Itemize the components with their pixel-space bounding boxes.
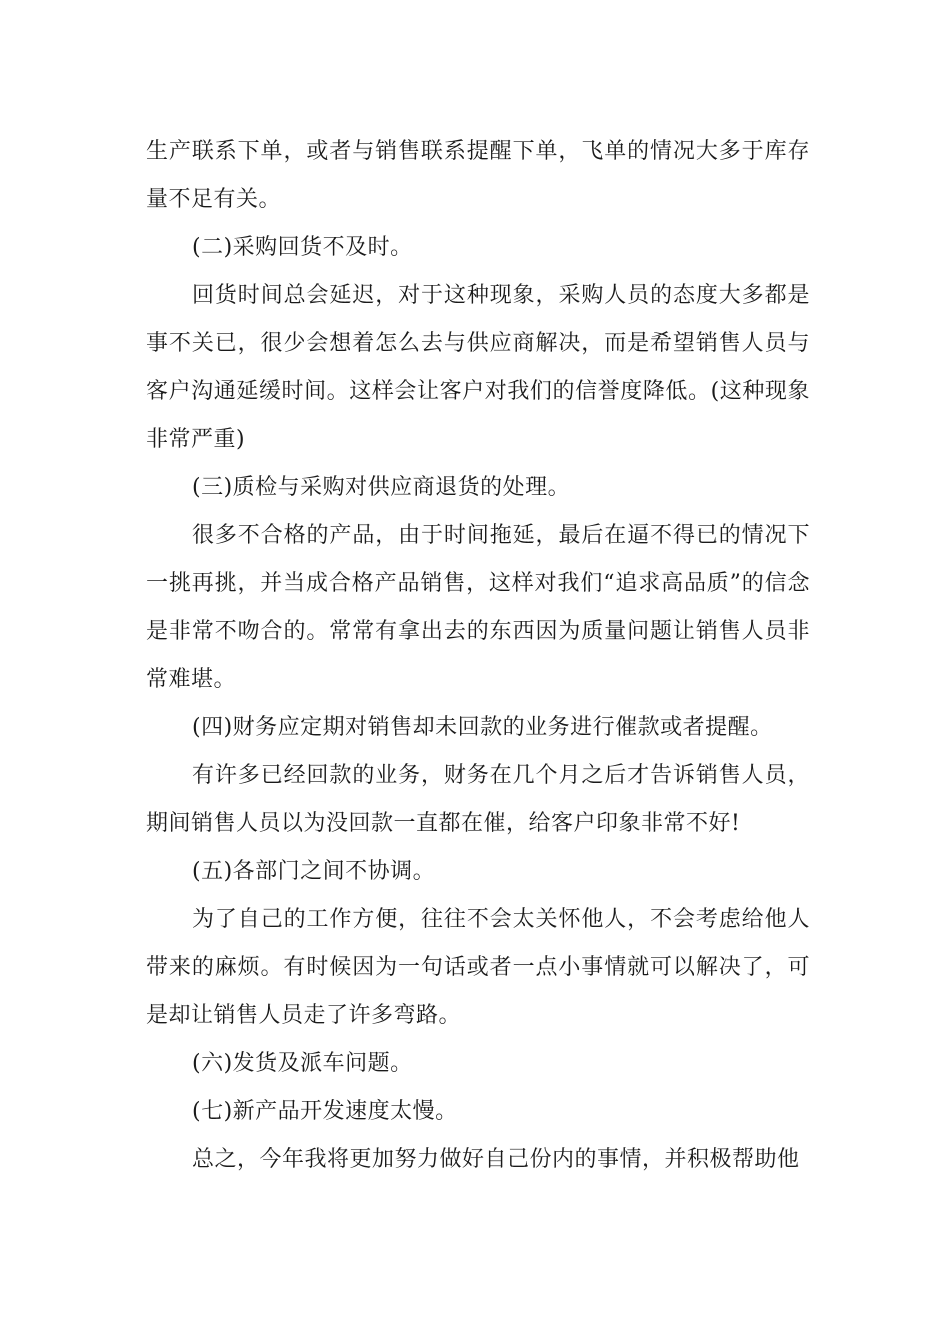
heading-item-5: (五)各部门之间不协调。	[192, 859, 436, 884]
heading-item-4: (四)财务应定期对销售却未回款的业务进行催款或者提醒。	[192, 715, 773, 740]
paragraph-6: 总之，今年我将更加努力做好自己份内的事情，并积极帮助他	[192, 1147, 800, 1172]
paragraph-4: 有许多已经回款的业务，财务在几个月之后才告诉销售人员，期间销售人员以为没回款一直都在催，给客户印象非常不好!	[146, 763, 810, 836]
heading-item-2: (二)采购回货不及时。	[192, 235, 413, 260]
document-body	[146, 128, 810, 1184]
heading-item-7: (七)新产品开发速度太慢。	[192, 1099, 458, 1124]
paragraph-2: 回货时间总会延迟，对于这种现象，采购人员的态度大多都是事不关已，很少会想着怎么去与供应商解决，而是希望销售人员与客户沟通延缓时间。这样会让客户对我们的信誉度降低。(这种现象非常严重)	[146, 283, 810, 452]
paragraph-3: 很多不合格的产品，由于时间拖延，最后在逼不得已的情况下一挑再挑，并当成合格产品销售，这样对我们“追求高品质”的信念是非常不吻合的。常常有拿出去的东西因为质量问题让销售人员非常难堪。	[146, 523, 810, 692]
paragraph-1: 生产联系下单，或者与销售联系提醒下单，飞单的情况大多于库存量不足有关。	[146, 139, 810, 212]
heading-item-3: (三)质检与采购对供应商退货的处理。	[192, 475, 571, 500]
paragraph-5: 为了自己的工作方便，往往不会太关怀他人，不会考虑给他人带来的麻烦。有时候因为一句话或者一点小事情就可以解决了，可是却让销售人员走了许多弯路。	[146, 907, 810, 1028]
heading-item-6: (六)发货及派车问题。	[192, 1051, 413, 1076]
